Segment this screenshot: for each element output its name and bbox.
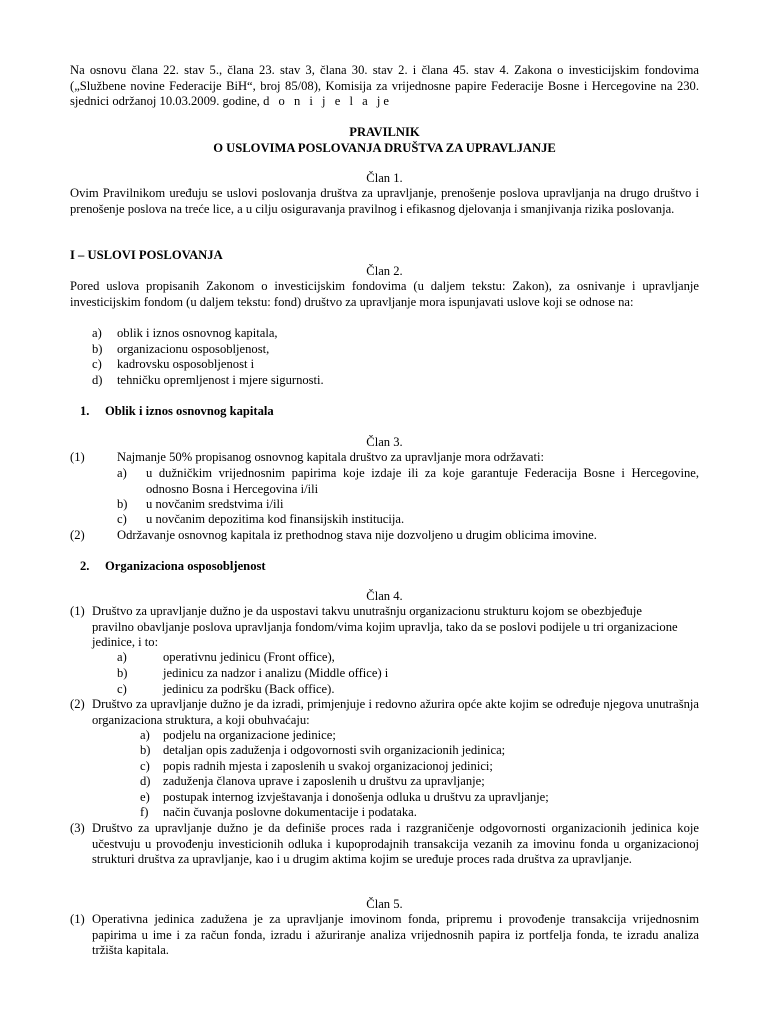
clan-4-item-text: detaljan opis zaduženja i odgovornosti svih organizacionih jedinica; <box>163 743 506 757</box>
clan-3-para-1-number: (1) <box>70 450 85 464</box>
clan-3-para-2-number: (2) <box>70 528 85 542</box>
clan-4-item-marker: e) <box>140 790 150 804</box>
clan-3-item-marker: b) <box>117 497 128 511</box>
clan-4-item-marker: d) <box>140 774 151 788</box>
clan-2-text: Pored uslova propisanih Zakonom o investicijskim fondovima (u daljem tekstu: Zakon), za osnivanje i upravljanje investicijskim fondom (u daljem tekstu: fond) društvo za upravljanje mora ispunjavati uslove koji se odnose na: <box>70 279 699 309</box>
list-item-text: organizacionu osposobljenost, <box>117 342 270 356</box>
clan-3-item-text: u novčanim sredstvima i/ili <box>146 497 284 511</box>
clan-4-item-marker: c) <box>117 682 127 696</box>
clan-4-item-text: zaduženja članova uprave i zaposlenih u društvu za upravljanje; <box>163 774 485 788</box>
title-line-1: PRAVILNIK <box>349 125 420 139</box>
clan-3-item-marker: a) <box>117 466 127 480</box>
clan-3-heading: Član 3. <box>366 435 403 449</box>
clan-5-para-1-number: (1) <box>70 912 85 926</box>
clan-4-item-marker: a) <box>117 650 127 664</box>
list-item-text: tehničku opremljenost i mjere sigurnosti. <box>117 373 324 387</box>
clan-4-item-text: jedinicu za nadzor i analizu (Middle office) i <box>163 666 389 680</box>
list-marker: a) <box>92 326 102 340</box>
clan-4-item-text: način čuvanja poslovne dokumentacije i podataka. <box>163 805 417 819</box>
clan-5-para-1-text: Operativna jedinica zadužena je za upravljanje imovinom fonda, pripremu i provođenje transakcija vrijednosnim papirima u ime i za račun fonda, izradu i ažuriranje analiza vrijednosnih papira iz portfelja fonda, te izradu analiza tržišta kapitala. <box>92 912 699 958</box>
clan-3-para-2-text: Održavanje osnovnog kapitala iz prethodnog stava nije dozvoljeno u drugim oblicima imovine. <box>117 528 597 542</box>
clan-3-item-text: u novčanim depozitima kod finansijskih institucija. <box>146 512 405 526</box>
clan-4-para-2-text: Društvo za upravljanje dužno je da izradi, primjenjuje i redovno ažurira opće akte kojim se određuje njegova unutrašnja organizaciona struktura, a koji obuhvaćaju: <box>92 697 699 727</box>
clan-3-item-text: u dužničkim vrijednosnim papirima koje izdaje ili za koje garantuje Federacija Bosne i Hercegovine, odnosno Bosna i Hercegovina i/ili <box>146 466 699 496</box>
clan-5-heading: Član 5. <box>366 897 403 911</box>
subsection-1-number: 1. <box>80 404 90 418</box>
list-item <box>92 342 103 358</box>
clan-1-text: Ovim Pravilnikom uređuju se uslovi poslovanja društva za upravljanje, prenošenje poslova upravljanja na drugo društvo i prenošenje poslova na treće lice, a u cilju osiguravanja pravilnog i efikasnog djelovanja i smanjivanja rizika poslovanja. <box>70 186 699 216</box>
clan-1-heading: Član 1. <box>366 171 403 185</box>
list-marker: b) <box>92 342 103 356</box>
intro-text: Na osnovu člana 22. stav 5., člana 23. stav 3, člana 30. stav 2. i člana 45. stav 4. Zakona o investicijskim fondovima („Službene novine Federacije BiH“, broj 85/08), Komisija za vrijednosne papire Federacije Bosne i Hercegovine na 230. sjednici održanoj 10.03.2009. godine, <box>70 63 699 109</box>
section-1-heading: I – USLOVI POSLOVANJA <box>70 248 223 262</box>
clan-4-para-1-text: Društvo za upravljanje dužno je da uspostavi takvu unutrašnju organizacionu strukturu kojom se obezbjeđuje pravilno obavljanje poslova upravljanja fondom/vima kojim upravlja, tako da se poslovi podijele u tri organizacione jedinice, i to: <box>92 604 678 650</box>
clan-4-item-marker: b) <box>140 743 151 757</box>
list-item <box>92 326 102 342</box>
clan-4-item-text: popis radnih mjesta i zaposlenih u svakoj organizacionoj jedinici; <box>163 759 493 773</box>
clan-4-heading: Član 4. <box>366 589 403 603</box>
clan-4-para-2-number: (2) <box>70 697 85 711</box>
clan-4-para-3-text: Društvo za upravljanje dužno je da definiše proces rada i razgraničenje odgovornosti organizacionih jedinica koje učestvuju u provođenju investicionih odluka i kupoprodajnih transakcija vezanih za imovinu fonda u organizacionoj strukturi društva za upravljanje, kao i u drugim aktima kojim se uređuje proces rada društva za upravljanje. <box>92 821 699 867</box>
clan-4-item-text: operativnu jedinicu (Front office), <box>163 650 335 664</box>
intro-spaced-verb: d o n i j e l a je <box>263 94 392 109</box>
list-item-text: oblik i iznos osnovnog kapitala, <box>117 326 278 340</box>
clan-4-item-marker: a) <box>140 728 150 742</box>
list-item <box>92 373 103 389</box>
list-item-text: kadrovsku osposobljenost i <box>117 357 255 371</box>
clan-4-para-1-number: (1) <box>70 604 85 618</box>
clan-4-item-marker: f) <box>140 805 149 819</box>
subsection-2-heading: Organizaciona osposobljenost <box>105 559 266 573</box>
clan-4-item-text: podjelu na organizacione jedinice; <box>163 728 336 742</box>
list-marker: d) <box>92 373 103 387</box>
clan-3-item-marker: c) <box>117 512 127 526</box>
clan-4-item-text: postupak internog izvještavanja i donošenja odluka u društvu za upravljanje; <box>163 790 549 804</box>
subsection-2-number: 2. <box>80 559 90 573</box>
list-item <box>92 357 102 373</box>
clan-2-heading: Član 2. <box>366 264 403 278</box>
document-title <box>70 125 699 156</box>
clan-3-para-1-text: Najmanje 50% propisanog osnovnog kapitala društvo za upravljanje mora održavati: <box>117 450 545 464</box>
subsection-1-heading: Oblik i iznos osnovnog kapitala <box>105 404 274 418</box>
intro-paragraph <box>70 63 699 110</box>
clan-4-item-marker: c) <box>140 759 150 773</box>
clan-4-item-marker: b) <box>117 666 128 680</box>
list-marker: c) <box>92 357 102 371</box>
clan-4-item-text: jedinicu za podršku (Back office). <box>163 682 335 696</box>
title-line-2: O USLOVIMA POSLOVANJA DRUŠTVA ZA UPRAVLJANJE <box>213 140 556 155</box>
clan-4-para-3-number: (3) <box>70 821 85 835</box>
